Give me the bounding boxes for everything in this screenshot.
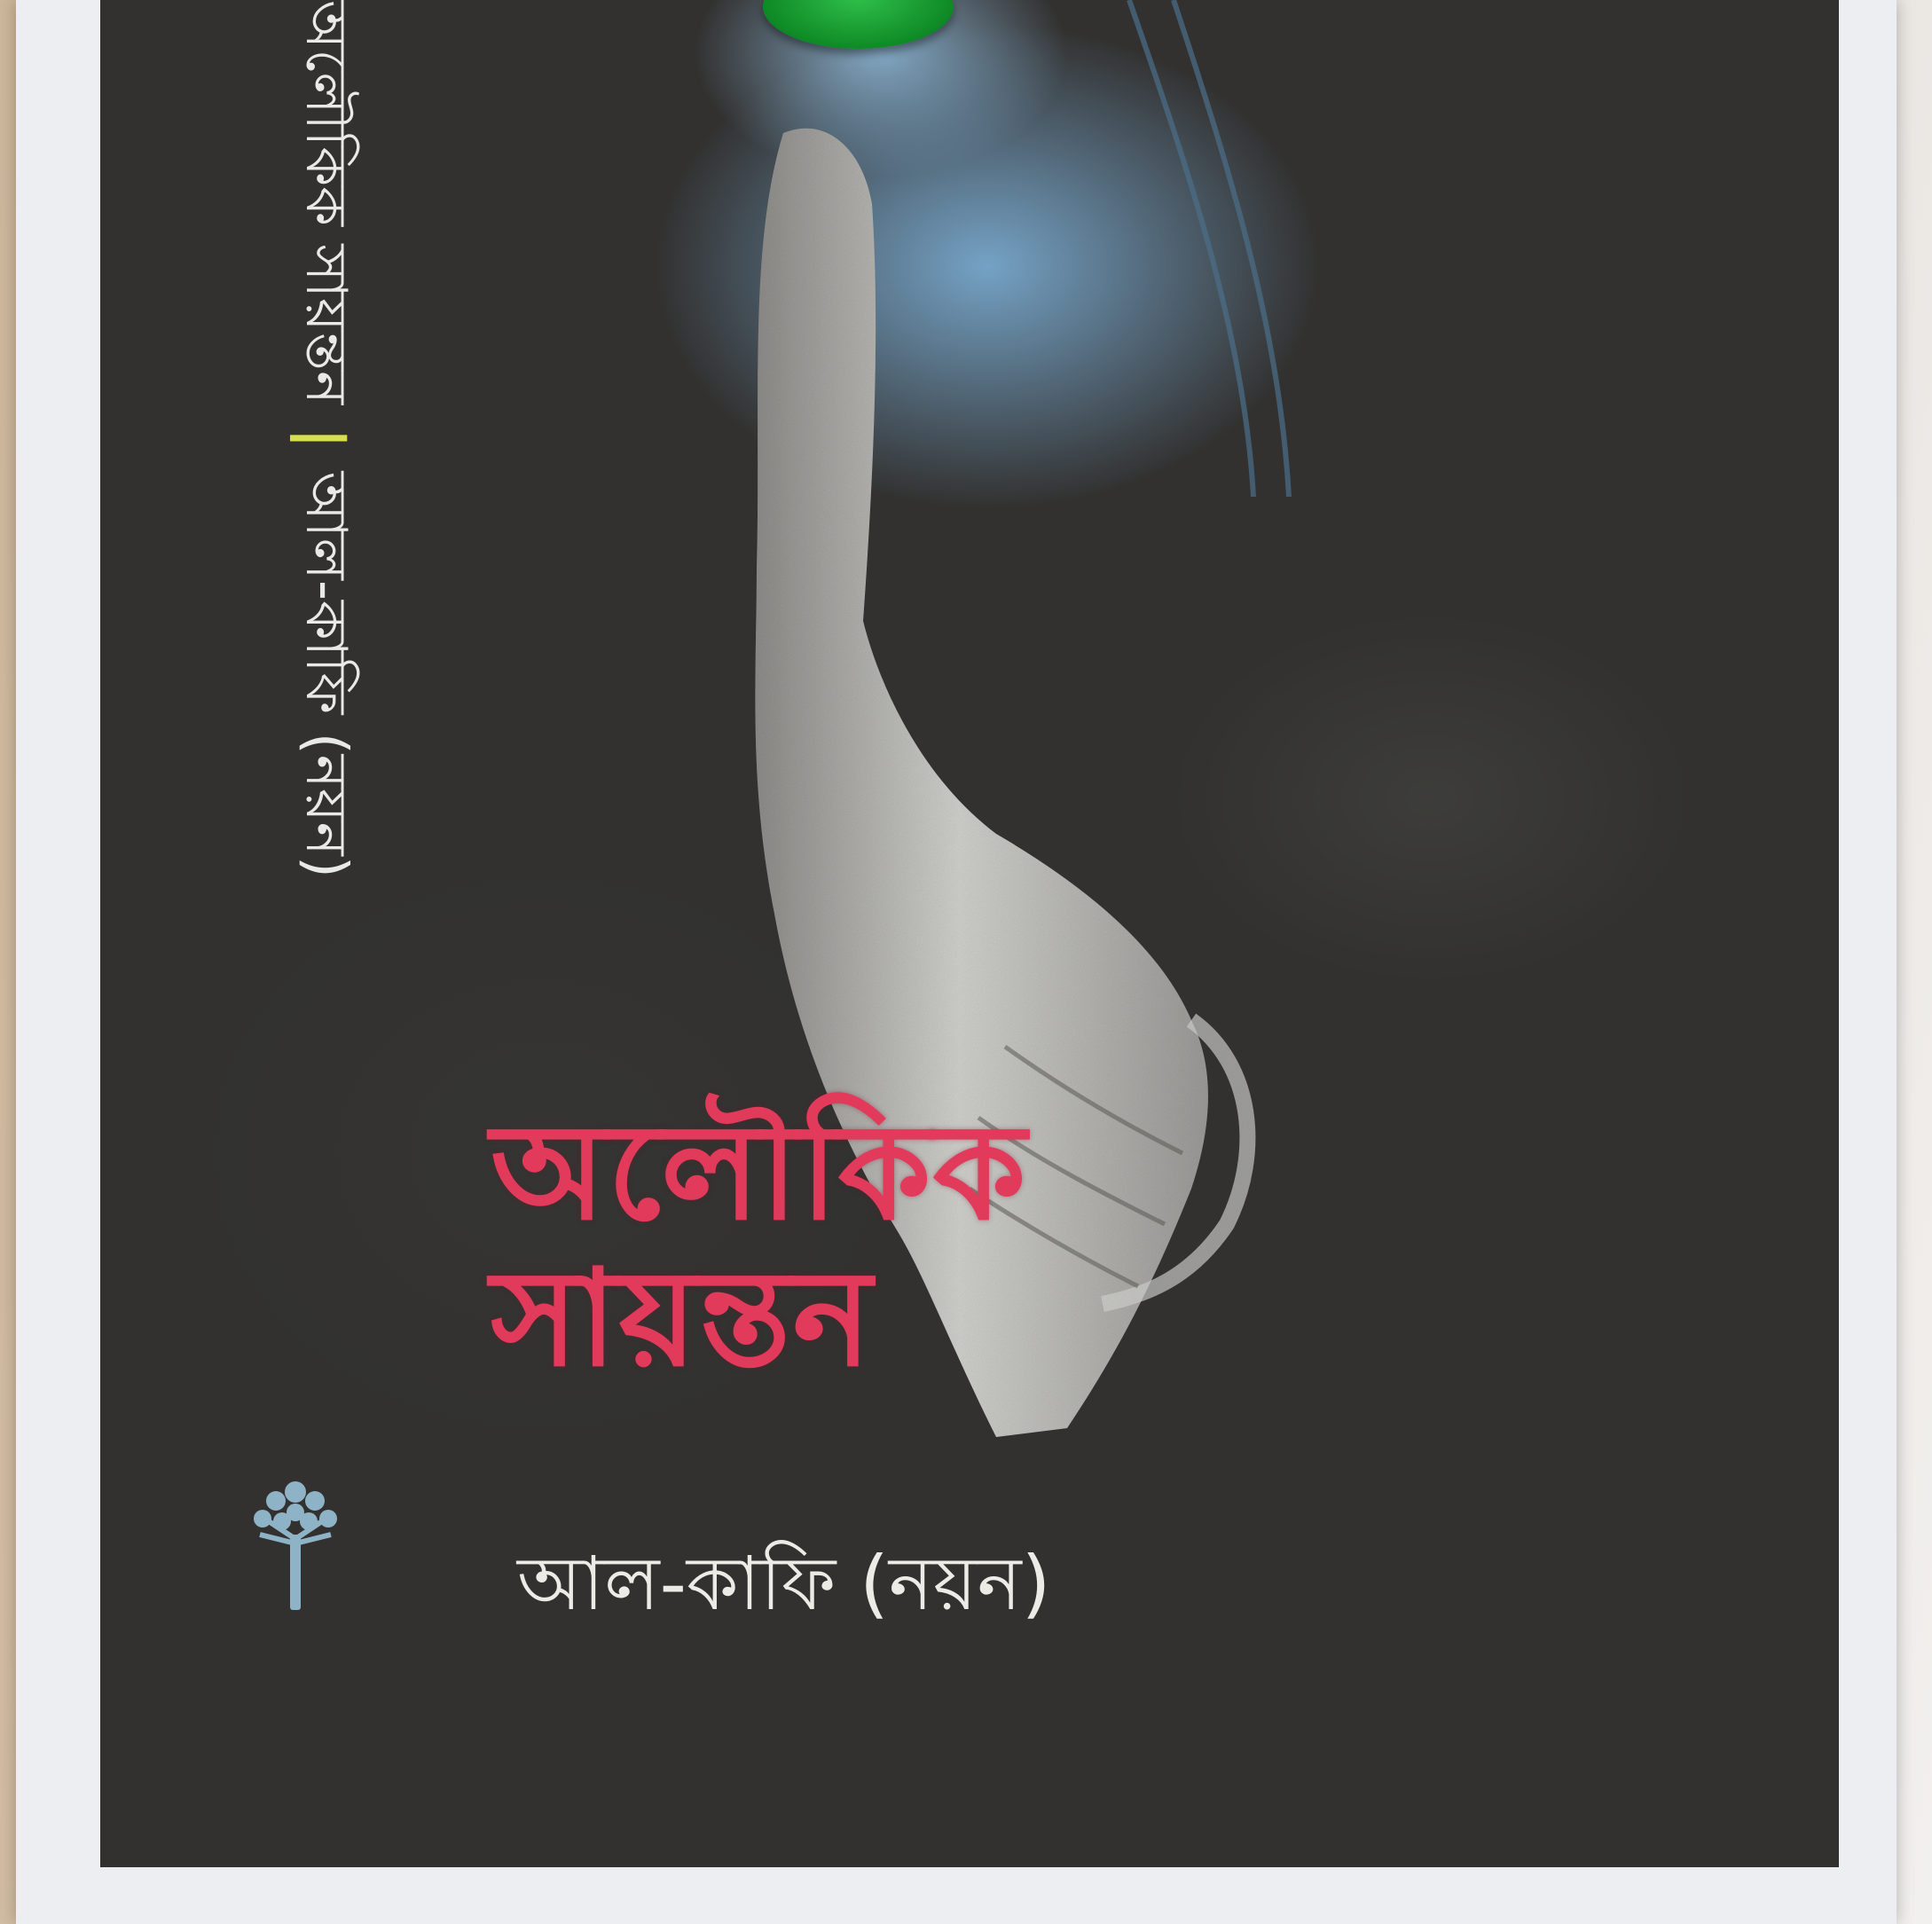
book-title-line-2: সায়ন্তন — [491, 1242, 874, 1396]
spine-text — [269, 0, 375, 1047]
spine-title: অলৌকিক সায়ন্তন — [293, 0, 359, 405]
spine-author: আল-কাফি (নয়ন) — [293, 471, 359, 878]
spine-separator: | — [289, 428, 355, 449]
book-author: আল-কাফি (নয়ন) — [517, 1540, 1051, 1627]
printed-paper — [16, 0, 1897, 1924]
tree-logo-icon — [247, 1472, 344, 1614]
book-title-line-1: অলৌকিক — [491, 1096, 1028, 1250]
rope-lines — [1129, 0, 1289, 497]
book-cover — [100, 0, 1839, 1867]
book-title — [491, 1096, 1028, 1396]
